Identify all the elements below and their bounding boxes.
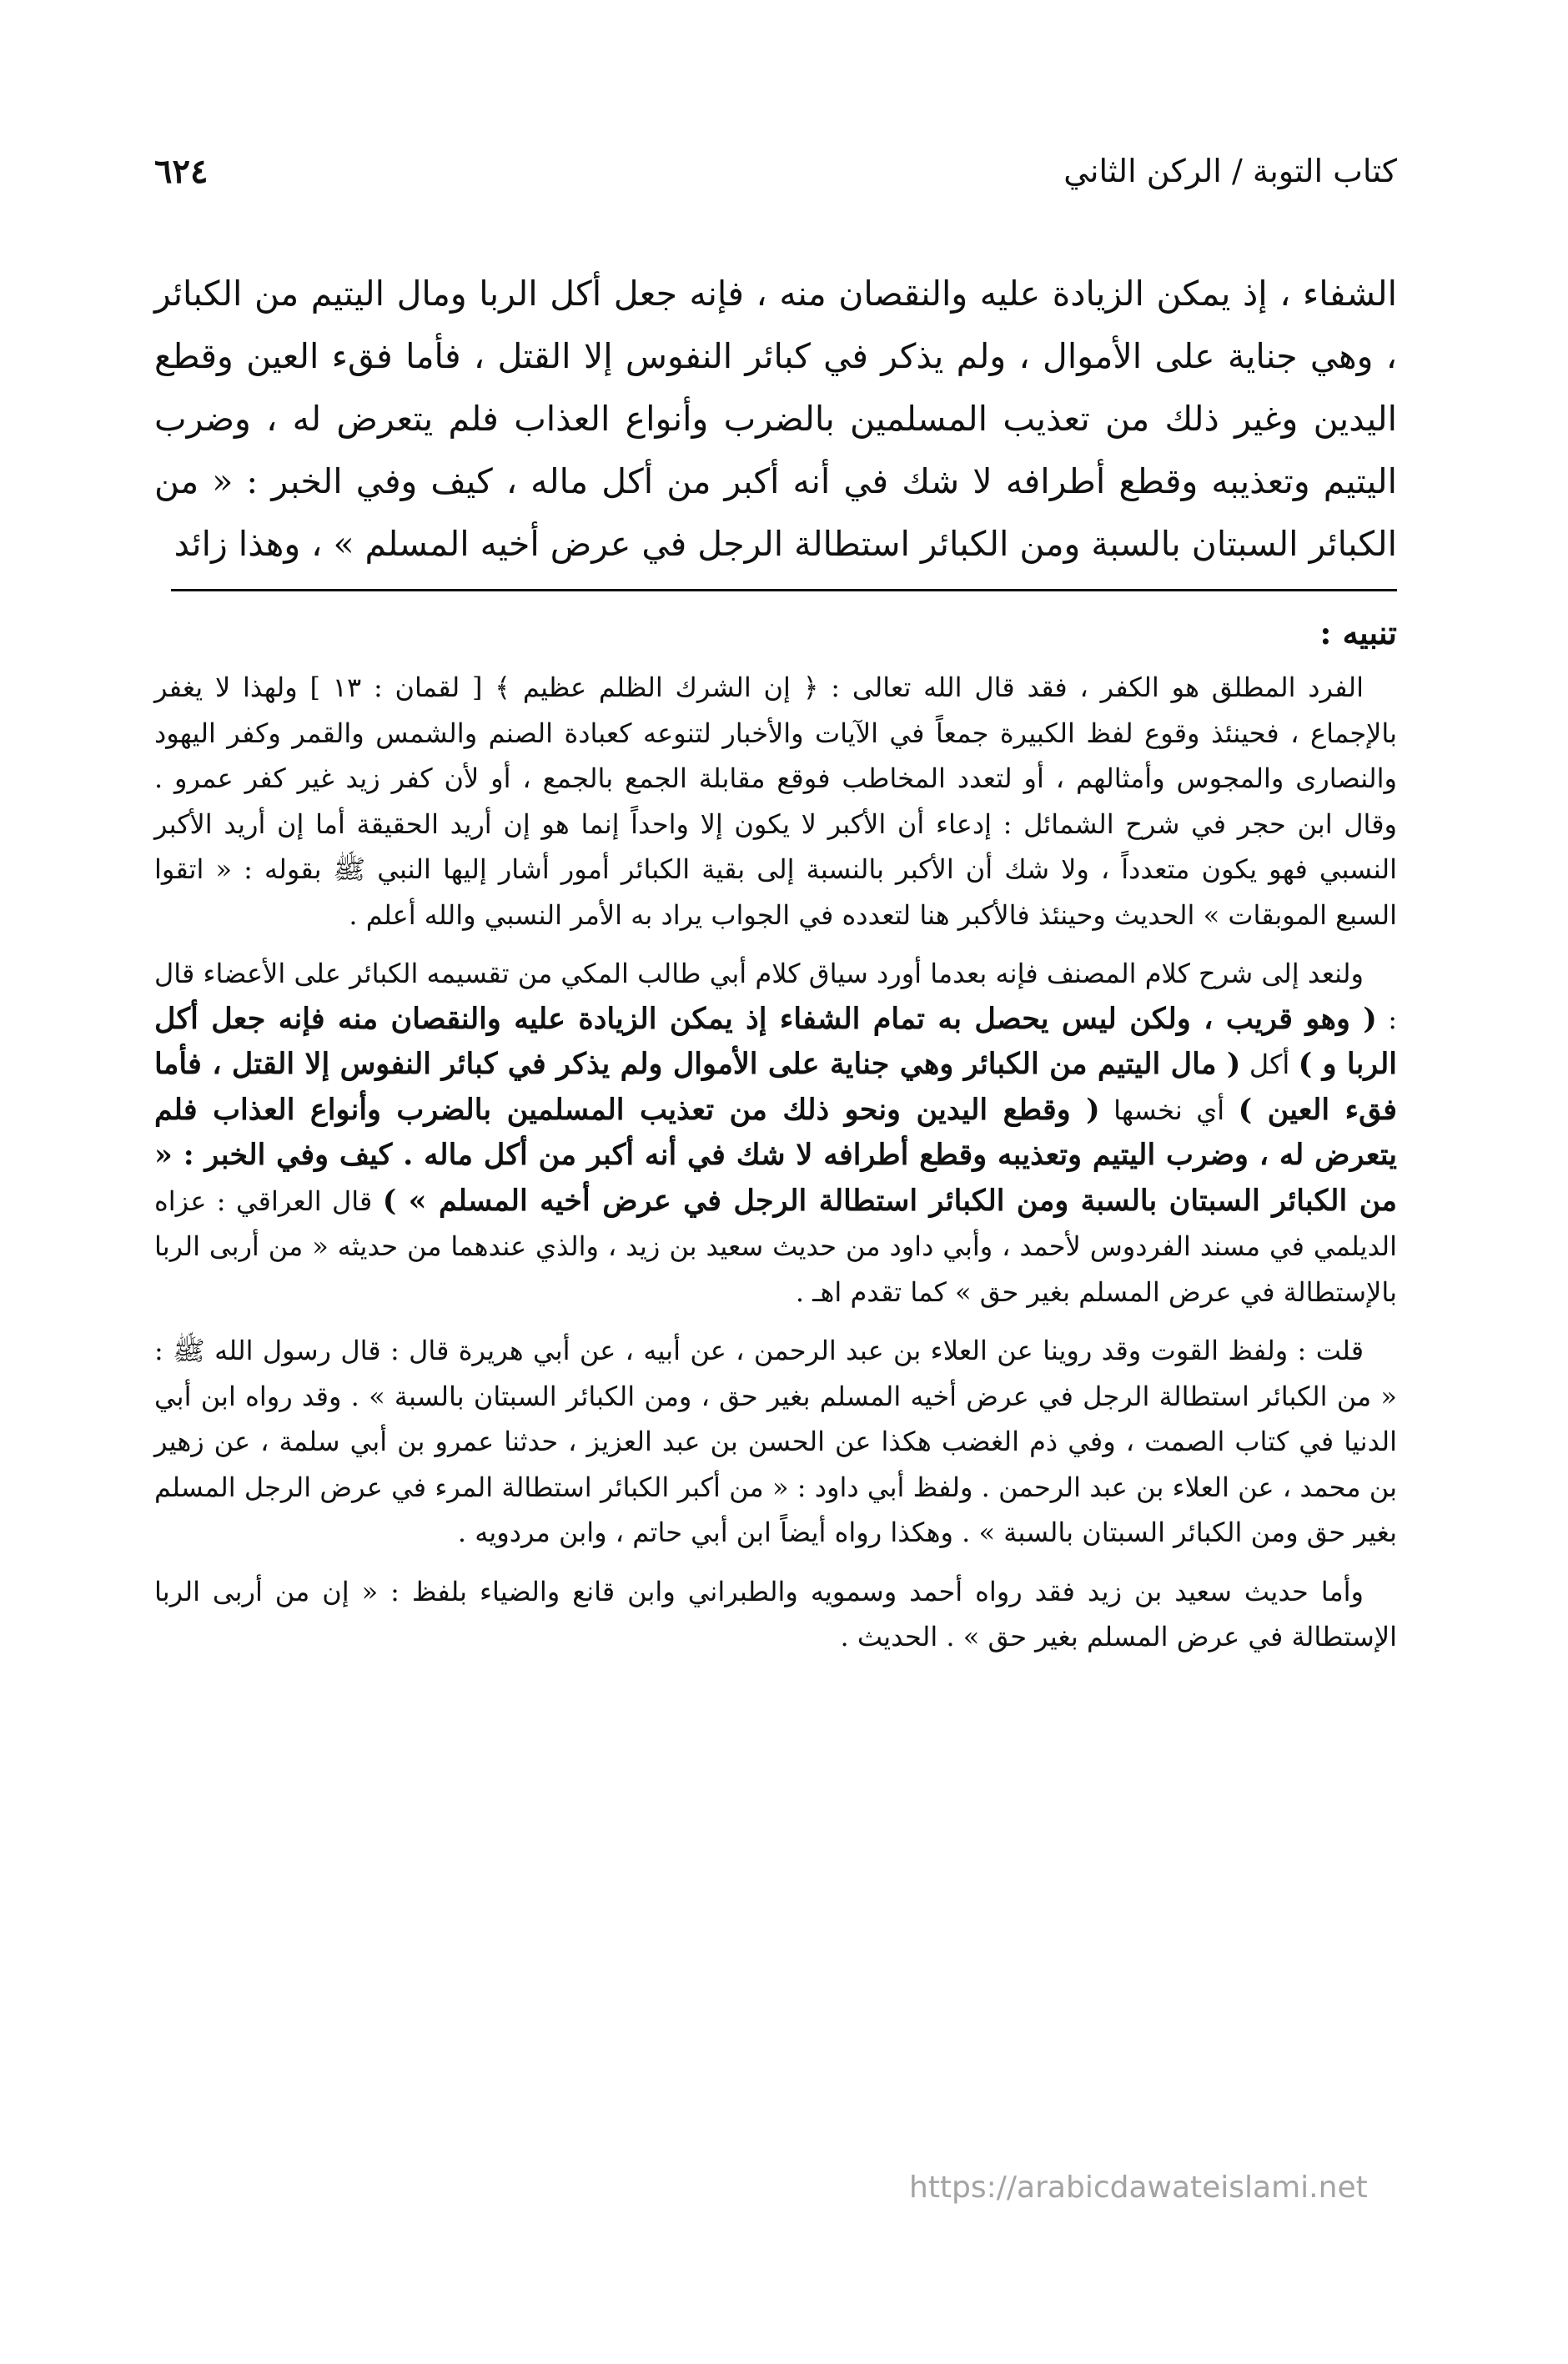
commentary-paragraph-1: الفرد المطلق هو الكفر ، فقد قال الله تعالى : ﴿ إن الشرك الظلم عظيم ﴾ [ لقمان : ١٣ ] ولهذا لا يغفر بالإجماع ، فحينئذ وقوع لفظ الكبيرة جمعاً في الآيات والأخبار لتنوعه كعبادة الصنم والشمس والقمر وكفر اليهود والنصارى والمجوس وأمثالهم ، أو لتعدد المخاطب فوقع مقابلة الجمع بالجمع ، أو لأن كفر زيد غير كفر عمرو . وقال ابن حجر في شرح الشمائل : إدعاء أن الأكبر لا يكون إلا واحداً إنما هو إن أريد الحقيقة أما إن أريد الأكبر النسبي فهو يكون متعدداً ، ولا شك أن الأكبر بالنسبة إلى بقية الكبائر أمور أشار إليها النبي ﷺ بقوله : « اتقوا السبع الموبقات » الحديث وحينئذ فالأكبر هنا لتعدده في الجواب يراد به الأمر النسبي والله أعلم . [154,671,1398,931]
footnote-divider [171,589,1397,591]
running-title: كتاب التوبة / الركن الثاني [1063,153,1397,189]
page-number: ٦٢٤ [154,151,209,191]
para2-end: قال العراقي : عزاه الديلمي في مسند الفردوس لأحمد ، وأبي داود من حديث سعيد بن زيد ، والذي عندهما من حديثه « من أربى الربا بالإستطالة في عرض المسلم بغير حق » كما تقدم اهـ . [154,1185,1397,1308]
commentary-paragraph-3: قلت : ولفظ القوت وقد روينا عن العلاء بن عبد الرحمن ، عن أبيه ، عن أبي هريرة قال : قال رسول الله ﷺ : « من الكبائر استطالة الرجل في عرض أخيه المسلم بغير حق ، ومن الكبائر السبتان بالسبة » . وقد رواه ابن أبي الدنيا في كتاب الصمت ، وفي ذم الغضب هكذا عن الحسن بن عبد العزيز ، حدثنا عمرو بن أبي سلمة ، عن زهير بن محمد ، عن العلاء بن عبد الرحمن . ولفظ أبي داود : « من أكبر الكبائر استطالة المرء في عرض الرجل المسلم بغير حق ومن الكبائر السبتان بالسبة » . وهكذا رواه أيضاً ابن أبي حاتم ، وابن مردويه . [154,1335,1398,1548]
para2-start: ولنعد إلى شرح كلام المصنف فإنه بعدما أورد سياق كلام أبي طالب المكي من تقسيمه الكبائر على الأعضاء قال : [154,958,1398,1035]
para2-mid-1: أكل [1240,1049,1299,1080]
para2-mid-2: أي نخسها [1099,1094,1239,1126]
watermark-url: https://arabicdawateislami.net [909,2170,1368,2205]
page-header [154,146,1397,196]
commentary-paragraph-4: وأما حديث سعيد بن زيد فقد رواه أحمد وسمويه والطبراني وابن قانع والضياء بلفظ : « إن من أربى الربا الإستطالة في عرض المسلم بغير حق » . الحديث . [154,1575,1397,1652]
commentary-heading: تنبيه : [1319,614,1397,651]
quoted-text-1: ( وهو قريب ، ولكن ليس يحصل به تمام الشفاء إذ يمكن الزيادة عليه والنقصان منه فإنه جعل أكل الربا و ) [154,1001,1398,1081]
quoted-text-2: ( مال اليتيم من الكبائر وهي جناية على الأموال ولم يذكر في كبائر النفوس إلا القتل ، فأما فقء العين ) [154,1047,1398,1127]
quoted-text-3: ( وقطع اليدين ونحو ذلك من تعذيب المسلمين بالضرب وأنواع العذاب فلم يتعرض له ، وضرب اليتيم وتعذيبه وقطع أطرافه لا شك في أنه أكبر من أكل ماله . كيف وفي الخبر : « من الكبائر السبتان بالسبة ومن الكبائر استطالة الرجل في عرض أخيه المسلم » ) [154,1092,1397,1218]
commentary-paragraph-2 [154,951,1397,1315]
page-body [154,263,1397,1660]
main-text: الشفاء ، إذ يمكن الزيادة عليه والنقصان منه ، فإنه جعل أكل الربا ومال اليتيم من الكبائر ، وهي جناية على الأموال ، ولم يذكر في كبائر النفوس إلا القتل ، فأما فقء العين وقطع اليدين وغير ذلك من تعذيب المسلمين بالضرب وأنواع العذاب فلم يتعرض له ، وضرب اليتيم وتعذيبه وقطع أطرافه لا شك في أنه أكبر من أكل ماله ، كيف وفي الخبر : « من الكبائر السبتان بالسبة ومن الكبائر استطالة الرجل في عرض أخيه المسلم » ، وهذا زائد [154,274,1397,564]
